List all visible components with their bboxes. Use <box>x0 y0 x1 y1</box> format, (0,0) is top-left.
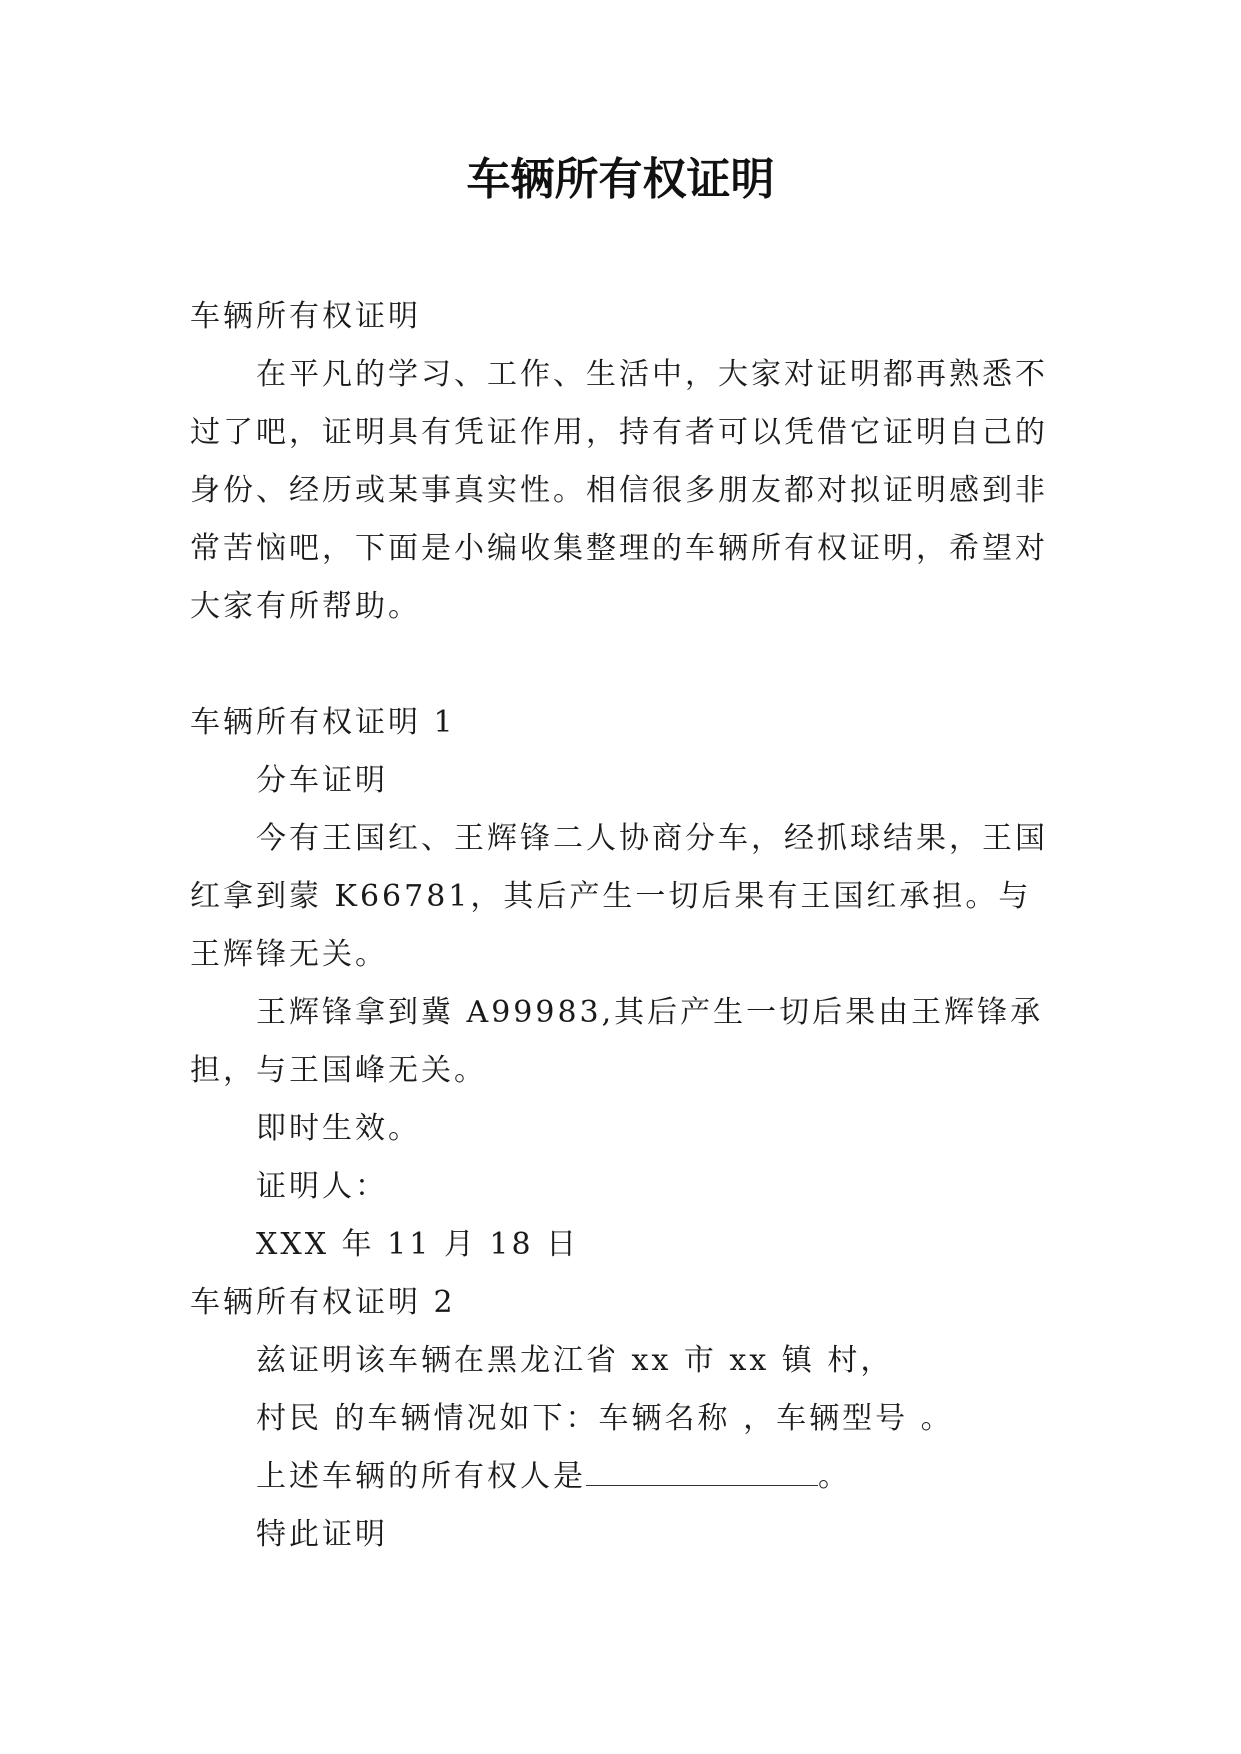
section1-paragraph-1: 今有王国红、王辉锋二人协商分车，经抓球结果，王国红拿到蒙 K66781，其后产生一切后果有王国红承担。与王辉锋无关。 <box>190 821 1048 972</box>
section2-line-1: 兹证明该车辆在黑龙江省 xx 市 xx 镇 村， <box>256 1343 894 1378</box>
owner-line-end: 。 <box>818 1459 851 1494</box>
section1-paragraph-2: 王辉锋拿到冀 A99983,其后产生一切后果由王辉锋承担，与王国峰无关。 <box>190 995 1044 1088</box>
document-body <box>190 288 1060 1564</box>
section1-witness: 证明人： <box>256 1169 388 1204</box>
document-title: 车辆所有权证明 <box>466 154 775 205</box>
section1-date: XXX 年 11 月 18 日 <box>256 1227 580 1262</box>
section2-line-2: 村民 的车辆情况如下：车辆名称 ，车辆型号 。 <box>256 1401 954 1436</box>
section1-subtitle: 分车证明 <box>256 763 388 798</box>
intro-paragraph: 在平凡的学习、工作、生活中，大家对证明都再熟悉不过了吧，证明具有凭证作用，持有者可以凭借它证明自己的身份、经历或某事真实性。相信很多朋友都对拟证明感到非常苦恼吧，下面是小编收集整理的车辆所有权证明，希望对大家有所帮助。 <box>190 357 1048 624</box>
section2-heading: 车辆所有权证明 2 <box>190 1285 456 1320</box>
section1-paragraph-3: 即时生效。 <box>256 1111 421 1146</box>
section2-line-4: 特此证明 <box>256 1517 388 1552</box>
section2-line-3 <box>190 1448 1060 1506</box>
owner-blank-field <box>586 1459 818 1486</box>
intro-heading: 车辆所有权证明 <box>190 299 421 334</box>
section1-heading: 车辆所有权证明 1 <box>190 705 456 740</box>
owner-label: 上述车辆的所有权人是 <box>256 1459 586 1494</box>
